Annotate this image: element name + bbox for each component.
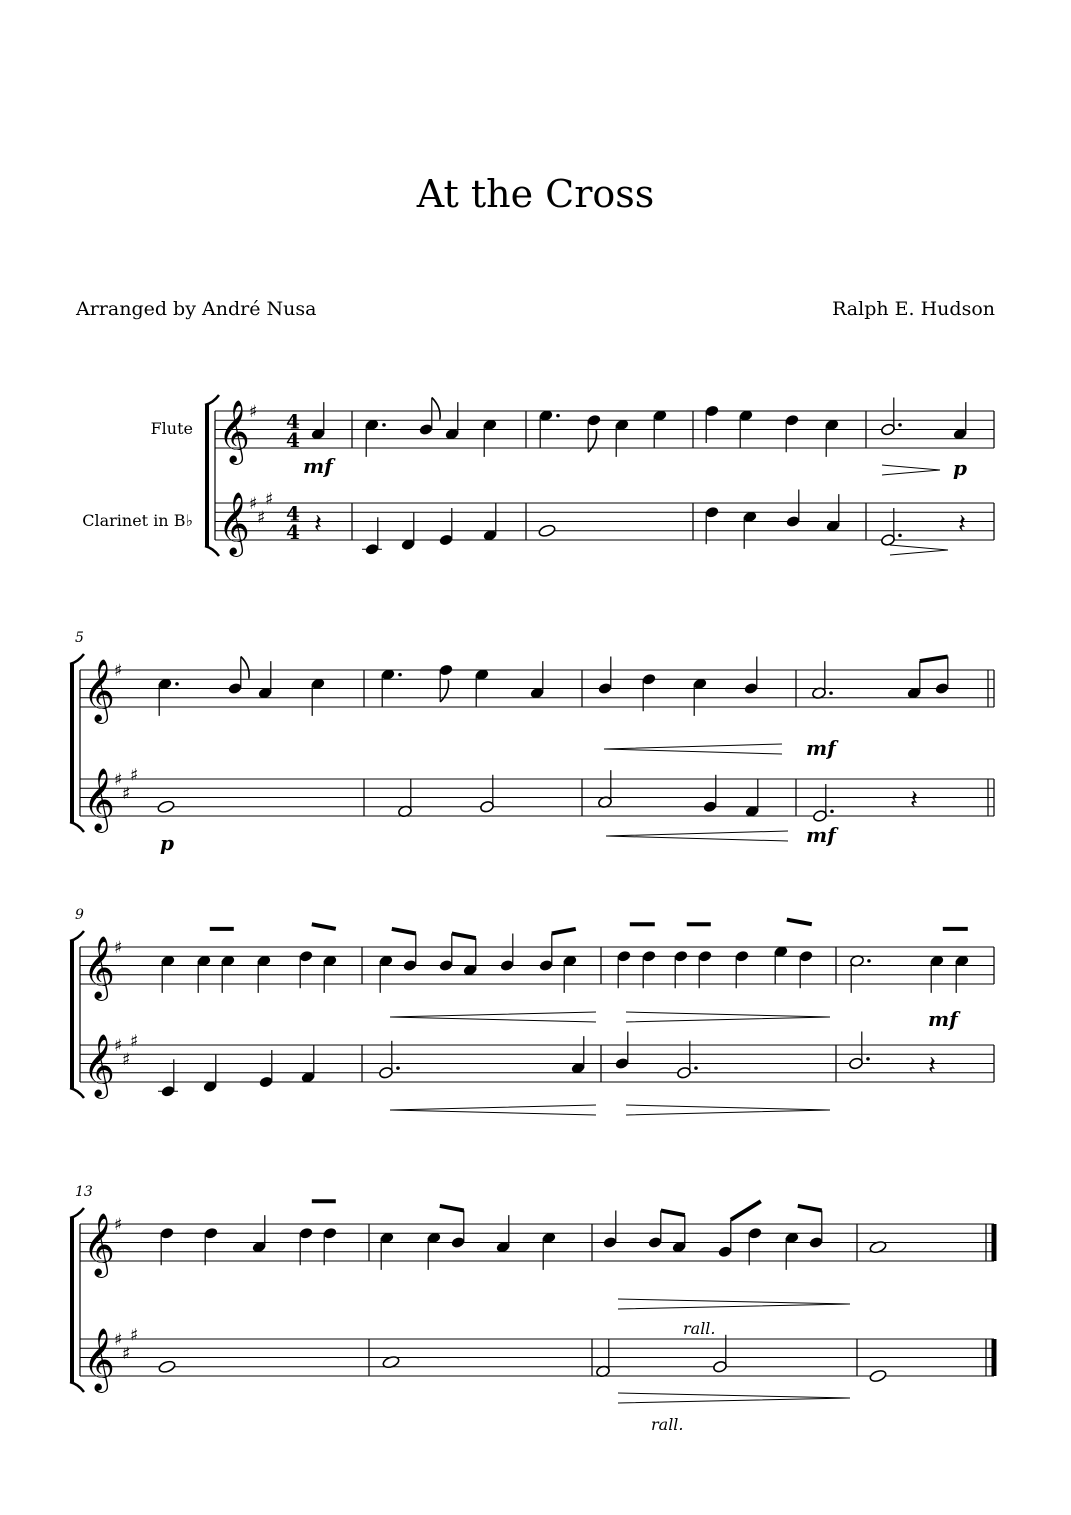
augmentation-dot [866, 1057, 870, 1061]
treble-clef-icon: 𝄞 [83, 1327, 115, 1391]
note-head [157, 800, 175, 814]
dynamic-mark: p [160, 831, 174, 855]
sharp-accidental: ♯ [114, 1036, 123, 1056]
time-signature-bottom: 4 [286, 428, 300, 452]
sharp-accidental: ♯ [130, 765, 139, 786]
treble-clef-icon: 𝄞 [83, 767, 115, 831]
note-beam [731, 1201, 761, 1220]
sharp-accidental: ♯ [257, 507, 266, 528]
tempo-mark-rall: rall. [651, 1415, 684, 1434]
note-beam [661, 1211, 685, 1216]
note-beam [392, 929, 416, 934]
sharp-accidental: ♯ [122, 783, 131, 804]
sharp-accidental: ♯ [130, 1325, 139, 1346]
dynamic-mark: mf [928, 1007, 958, 1031]
treble-clef-icon: 𝄞 [218, 399, 250, 463]
dynamic-mark: mf [806, 823, 836, 847]
note-beam [787, 920, 812, 925]
note-head [869, 1369, 887, 1383]
bracket-top-hook [70, 1208, 84, 1218]
crescendo-hairpin [604, 744, 782, 754]
dynamic-mark: p [953, 456, 967, 480]
augmentation-dot [382, 423, 386, 427]
sharp-accidental: ♯ [114, 938, 123, 958]
sharp-accidental: ♯ [114, 661, 123, 681]
sharp-accidental: ♯ [122, 1049, 131, 1070]
decrescendo-hairpin [890, 545, 948, 555]
sharp-accidental: ♯ [249, 494, 258, 514]
sharp-accidental: ♯ [114, 1215, 123, 1235]
augmentation-dot [898, 534, 902, 538]
decrescendo-hairpin [882, 465, 940, 475]
arranger-credit: Arranged by André Nusa [76, 298, 317, 320]
crescendo-hairpin [390, 1012, 596, 1022]
bracket-bottom-hook [205, 546, 219, 556]
dynamic-mark: mf [303, 454, 333, 478]
sharp-accidental: ♯ [249, 402, 258, 422]
page-title: At the Cross [416, 172, 655, 216]
decrescendo-hairpin [618, 1299, 850, 1309]
instrument-name-clarinet: Clarinet in B♭ [82, 511, 193, 530]
measure-number: 5 [75, 630, 84, 646]
crescendo-hairpin [606, 831, 788, 841]
treble-clef-icon: 𝄞 [83, 935, 115, 999]
bracket-top-hook [205, 395, 219, 405]
composer-credit: Ralph E. Hudson [832, 298, 995, 320]
sharp-accidental: ♯ [130, 1031, 139, 1052]
note-flag [241, 657, 249, 679]
note-beam [798, 1206, 822, 1211]
note-flag [588, 430, 596, 452]
instrument-name-flute: Flute [150, 419, 193, 438]
tempo-mark-rall: rall. [683, 1319, 716, 1338]
bracket-bottom-hook [70, 1088, 84, 1098]
augmentation-dot [694, 1066, 698, 1070]
quarter-rest-icon: 𝄽 [314, 509, 322, 540]
treble-clef-icon: 𝄞 [83, 658, 115, 722]
time-signature-top: 4 [286, 409, 300, 434]
augmentation-dot [396, 1066, 400, 1070]
bracket-bottom-hook [70, 1382, 84, 1392]
sharp-accidental: ♯ [114, 770, 123, 790]
bracket-bottom-hook [70, 822, 84, 832]
time-signature-top: 4 [286, 501, 300, 526]
quarter-rest-icon: 𝄽 [910, 785, 918, 816]
note-head [538, 524, 556, 538]
augmentation-dot [867, 959, 871, 963]
note-flag [432, 398, 440, 420]
quarter-rest-icon: 𝄽 [958, 509, 966, 540]
note-beam [440, 1206, 464, 1211]
note-beam [552, 929, 576, 934]
quarter-rest-icon: 𝄽 [928, 1051, 936, 1082]
note-beam [452, 934, 476, 939]
augmentation-dot [556, 414, 560, 418]
sharp-accidental: ♯ [265, 489, 274, 510]
decrescendo-hairpin [626, 1012, 830, 1022]
treble-clef-icon: 𝄞 [83, 1033, 115, 1097]
bracket-top-hook [70, 654, 84, 664]
sharp-accidental: ♯ [122, 1343, 131, 1364]
dynamic-mark: mf [806, 736, 836, 760]
treble-clef-icon: 𝄞 [218, 491, 250, 555]
augmentation-dot [830, 810, 834, 814]
bracket-top-hook [70, 931, 84, 941]
note-beam [920, 657, 948, 662]
time-signature-bottom: 4 [286, 520, 300, 544]
crescendo-hairpin [390, 1105, 596, 1115]
measure-number: 13 [75, 1184, 93, 1200]
decrescendo-hairpin [626, 1105, 830, 1115]
sharp-accidental: ♯ [114, 1330, 123, 1350]
augmentation-dot [398, 673, 402, 677]
augmentation-dot [898, 423, 902, 427]
augmentation-dot [829, 691, 833, 695]
augmentation-dot [175, 682, 179, 686]
note-head [158, 1360, 176, 1374]
measure-number: 9 [75, 907, 84, 923]
note-flag [440, 680, 448, 702]
decrescendo-hairpin [618, 1393, 850, 1403]
treble-clef-icon: 𝄞 [83, 1212, 115, 1276]
note-beam [312, 924, 336, 929]
